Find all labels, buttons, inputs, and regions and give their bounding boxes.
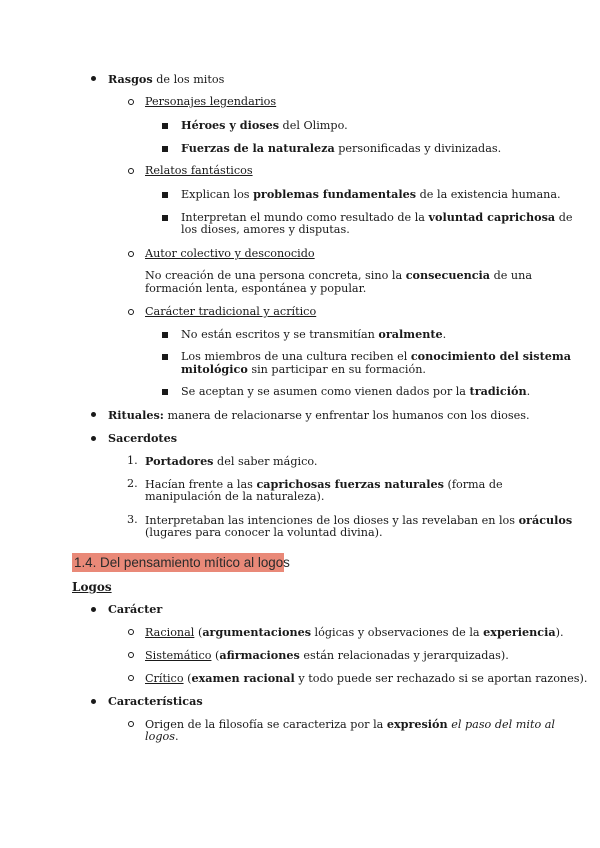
- circle-bullet: [128, 721, 134, 727]
- circle-bullet: [128, 309, 134, 315]
- circle-bullet: [128, 675, 134, 681]
- square-bullet: [162, 332, 168, 338]
- point-oralmente: No están escritos y se transmitían oralmente.: [181, 327, 447, 341]
- section-heading: 1.4. Del pensamiento mítico al logos: [74, 555, 290, 570]
- circle-bullet: [128, 629, 134, 635]
- circle-bullet: [128, 168, 134, 174]
- square-bullet: [162, 192, 168, 198]
- list-number: 2.: [127, 477, 138, 490]
- autor-paragraph-line2: formación lenta, espontánea y popular.: [145, 282, 367, 295]
- point-fuerzas: Fuerzas de la naturaleza personificadas y divinizadas.: [181, 141, 502, 155]
- subitem-relatos: Relatos fantásticos: [145, 164, 253, 177]
- item-sacerdotes: Sacerdotes: [108, 431, 178, 445]
- sacerdotes-2-line2: manipulación de la naturaleza).: [145, 490, 325, 503]
- point-interpretan-line2: los dioses, amores y disputas.: [181, 223, 350, 236]
- caracter-sistematico: Sistemático (afirmaciones están relacionadas y jerarquizadas).: [145, 648, 509, 662]
- circle-bullet: [128, 251, 134, 257]
- item-rituales: Rituales: manera de relacionarse y enfrentar los humanos con los dioses.: [108, 408, 530, 422]
- item-caracteristicas: Características: [108, 694, 203, 708]
- square-bullet: [162, 123, 168, 129]
- caracteristicas-1-line2: logos.: [145, 730, 179, 743]
- point-miembros: Los miembros de una cultura reciben el conocimiento del sistema: [181, 349, 571, 363]
- square-bullet: [162, 389, 168, 395]
- subitem-autor: Autor colectivo y desconocido: [145, 247, 315, 260]
- square-bullet: [162, 354, 168, 360]
- point-miembros-line2: mitológico sin participar en su formación.: [181, 362, 426, 376]
- subitem-caracter-tradicional: Carácter tradicional y acrítico: [145, 305, 317, 318]
- list-number: 3.: [127, 513, 138, 526]
- disc-bullet: [91, 76, 96, 81]
- circle-bullet: [128, 99, 134, 105]
- sacerdotes-3-line2: (lugares para conocer la voluntad divina).: [145, 526, 383, 539]
- logos-subtitle: Logos: [72, 580, 112, 594]
- disc-bullet: [91, 699, 96, 704]
- item-rasgos: Rasgos de los mitos: [108, 72, 225, 86]
- disc-bullet: [91, 412, 96, 417]
- point-tradicion: Se aceptan y se asumen como vienen dados por la tradición.: [181, 384, 531, 398]
- sacerdotes-2: Hacían frente a las caprichosas fuerzas naturales (forma de: [145, 477, 503, 491]
- point-heroes: Héroes y dioses del Olimpo.: [181, 118, 348, 132]
- sacerdotes-1: Portadores del saber mágico.: [145, 454, 318, 468]
- caracteristicas-1: Origen de la filosofía se caracteriza por la expresión el paso del mito al: [145, 717, 555, 731]
- list-number: 1.: [127, 454, 138, 467]
- circle-bullet: [128, 652, 134, 658]
- disc-bullet: [91, 436, 96, 441]
- subitem-personajes: Personajes legendarios: [145, 95, 277, 108]
- square-bullet: [162, 146, 168, 152]
- caracter-racional: Racional (argumentaciones lógicas y observaciones de la experiencia).: [145, 625, 564, 639]
- autor-paragraph: No creación de una persona concreta, sino la consecuencia de una: [145, 268, 533, 282]
- sacerdotes-3: Interpretaban las intenciones de los dioses y las revelaban en los oráculos: [145, 513, 573, 527]
- point-explican: Explican los problemas fundamentales de la existencia humana.: [181, 187, 561, 201]
- item-caracter: Carácter: [108, 602, 163, 616]
- square-bullet: [162, 215, 168, 221]
- disc-bullet: [91, 607, 96, 612]
- point-interpretan: Interpretan el mundo como resultado de la voluntad caprichosa de: [181, 210, 573, 224]
- caracter-critico: Crítico (examen racional y todo puede ser rechazado si se aportan razones).: [145, 671, 588, 685]
